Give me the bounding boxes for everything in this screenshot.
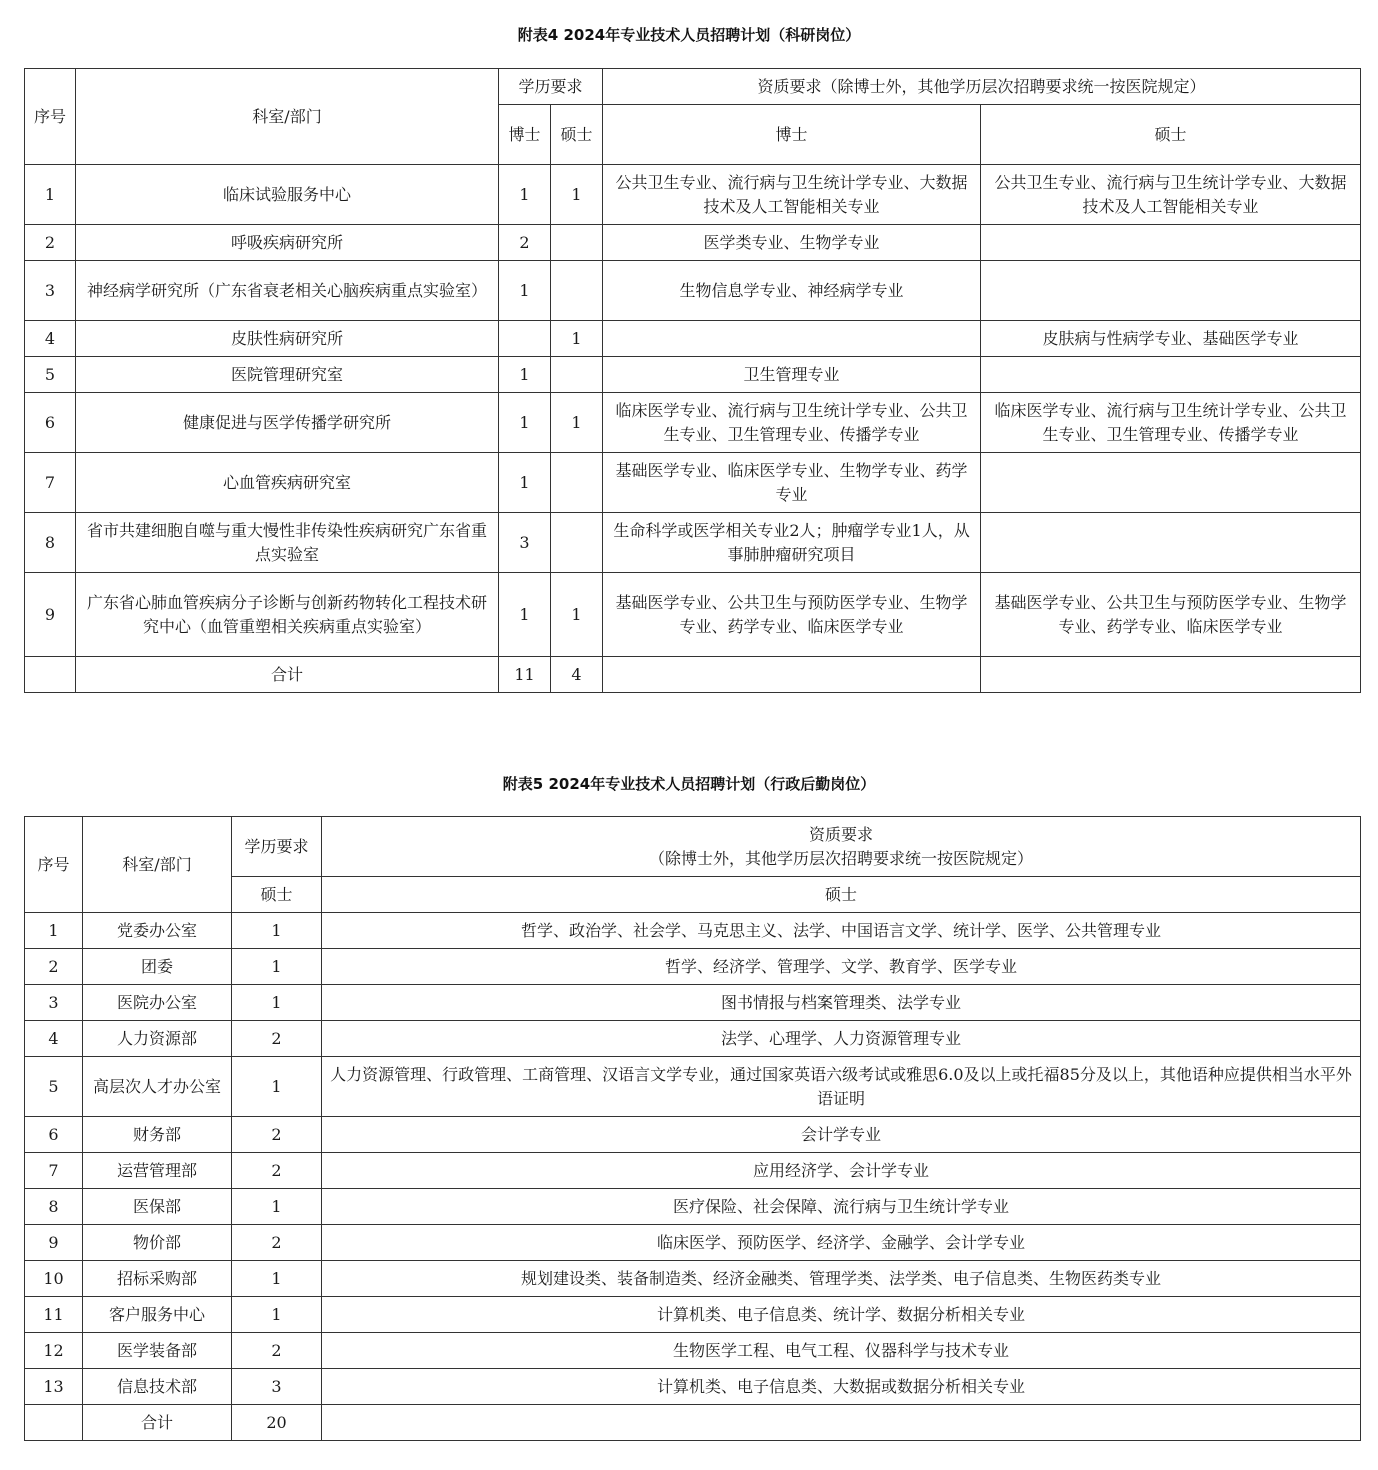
row-master-count: 1 [232,1297,322,1333]
table-row [25,1117,1361,1153]
row-req-master: 医疗保险、社会保障、流行病与卫生统计学专业 [322,1189,1361,1225]
research-positions-table [24,68,1361,693]
row-seq: 9 [25,1225,83,1261]
total-req [322,1405,1361,1441]
header-qual-line2: （除博士外，其他学历层次招聘要求统一按医院规定） [648,848,1033,868]
row-seq: 8 [25,1189,83,1225]
row-master-count [551,225,603,261]
table-row [25,1369,1361,1405]
table-row [25,913,1361,949]
row-master-count: 1 [551,321,603,357]
header-qual-phd: 博士 [603,105,981,165]
row-req-master: 哲学、经济学、管理学、文学、教育学、医学专业 [322,949,1361,985]
row-dept: 广东省心肺血管疾病分子诊断与创新药物转化工程技术研究中心（血管重塑相关疾病重点实验室） [76,573,499,657]
row-req-master: 计算机类、电子信息类、统计学、数据分析相关专业 [322,1297,1361,1333]
row-dept: 人力资源部 [83,1021,232,1057]
row-master-count: 2 [232,1225,322,1261]
row-req-master: 应用经济学、会计学专业 [322,1153,1361,1189]
table-row [25,453,1361,513]
table-row [25,1021,1361,1057]
row-master-count: 1 [551,165,603,225]
row-master-count [551,513,603,573]
header-qual-line1: 资质要求 [808,824,873,844]
row-master-count: 1 [232,1189,322,1225]
row-seq: 3 [25,985,83,1021]
row-req-phd: 医学类专业、生物学专业 [603,225,981,261]
table-header-row [25,817,1361,877]
table-row [25,1153,1361,1189]
table-row [25,1261,1361,1297]
table-row [25,1225,1361,1261]
row-seq: 2 [25,225,76,261]
row-req-master: 规划建设类、装备制造类、经济金融类、管理学类、法学类、电子信息类、生物医药类专业 [322,1261,1361,1297]
row-seq: 5 [25,1057,83,1117]
row-seq: 2 [25,949,83,985]
row-seq: 12 [25,1333,83,1369]
header-phd: 博士 [499,105,551,165]
row-seq: 7 [25,1153,83,1189]
row-master-count: 1 [232,949,322,985]
row-dept: 物价部 [83,1225,232,1261]
row-dept: 团委 [83,949,232,985]
row-req-phd: 基础医学专业、临床医学专业、生物学专业、药学专业 [603,453,981,513]
row-req-master: 生物医学工程、电气工程、仪器科学与技术专业 [322,1333,1361,1369]
row-seq: 1 [25,913,83,949]
row-dept: 省市共建细胞自噬与重大慢性非传染性疾病研究广东省重点实验室 [76,513,499,573]
header-edu: 学历要求 [499,69,603,105]
admin-positions-table [24,816,1361,1441]
row-dept: 医院管理研究室 [76,357,499,393]
row-dept: 财务部 [83,1117,232,1153]
total-seq [25,1405,83,1441]
row-master-count: 1 [232,913,322,949]
row-seq: 6 [25,393,76,453]
table-row [25,1297,1361,1333]
row-master-count: 2 [232,1117,322,1153]
table-total-row [25,657,1361,693]
total-phd: 11 [499,657,551,693]
row-req-master: 皮肤病与性病学专业、基础医学专业 [981,321,1361,357]
table-row [25,165,1361,225]
row-dept: 高层次人才办公室 [83,1057,232,1117]
row-req-master [981,261,1361,321]
table-row [25,357,1361,393]
row-dept: 心血管疾病研究室 [76,453,499,513]
row-master-count: 1 [232,1261,322,1297]
row-req-phd: 生物信息学专业、神经病学专业 [603,261,981,321]
table-row [25,225,1361,261]
row-phd-count [499,321,551,357]
table-row [25,1057,1361,1117]
row-master-count: 1 [232,1057,322,1117]
row-master-count: 2 [232,1153,322,1189]
row-dept: 客户服务中心 [83,1297,232,1333]
header-qual [322,817,1361,877]
row-master-count [551,453,603,513]
header-qual-master: 硕士 [981,105,1361,165]
row-phd-count: 1 [499,261,551,321]
row-seq: 13 [25,1369,83,1405]
row-seq: 11 [25,1297,83,1333]
table-row [25,985,1361,1021]
row-seq: 4 [25,321,76,357]
table-row [25,573,1361,657]
row-phd-count: 1 [499,453,551,513]
row-phd-count: 1 [499,165,551,225]
row-req-phd [603,321,981,357]
row-dept: 神经病学研究所（广东省衰老相关心脑疾病重点实验室） [76,261,499,321]
row-phd-count: 3 [499,513,551,573]
row-req-master: 人力资源管理、行政管理、工商管理、汉语言文学专业，通过国家英语六级考试或雅思6.0及以上或托福85分及以上，其他语种应提供相当水平外语证明 [322,1057,1361,1117]
table5-title: 附表5 2024年专业技术人员招聘计划（行政后勤岗位） [502,775,876,793]
header-seq: 序号 [25,817,83,913]
row-master-count [551,357,603,393]
row-req-master: 会计学专业 [322,1117,1361,1153]
row-req-master: 计算机类、电子信息类、大数据或数据分析相关专业 [322,1369,1361,1405]
row-master-count: 1 [232,985,322,1021]
table-row [25,261,1361,321]
row-seq: 6 [25,1117,83,1153]
row-phd-count: 2 [499,225,551,261]
row-req-master: 哲学、政治学、社会学、马克思主义、法学、中国语言文学、统计学、医学、公共管理专业 [322,913,1361,949]
row-req-phd: 基础医学专业、公共卫生与预防医学专业、生物学专业、药学专业、临床医学专业 [603,573,981,657]
total-qual-phd [603,657,981,693]
row-req-master: 临床医学专业、流行病与卫生统计学专业、公共卫生专业、卫生管理专业、传播学专业 [981,393,1361,453]
row-master-count [551,261,603,321]
header-qual-master: 硕士 [322,877,1361,913]
header-qual: 资质要求（除博士外，其他学历层次招聘要求统一按医院规定） [603,69,1361,105]
row-req-master [981,357,1361,393]
table-row [25,321,1361,357]
row-dept: 皮肤性病研究所 [76,321,499,357]
header-master: 硕士 [551,105,603,165]
table-header-row [25,69,1361,105]
total-label: 合计 [76,657,499,693]
row-dept: 医院办公室 [83,985,232,1021]
table-row [25,1189,1361,1225]
row-dept: 呼吸疾病研究所 [76,225,499,261]
row-phd-count: 1 [499,357,551,393]
header-edu: 学历要求 [232,817,322,877]
header-dept: 科室/部门 [83,817,232,913]
header-dept: 科室/部门 [76,69,499,165]
row-req-master [981,225,1361,261]
row-req-master: 法学、心理学、人力资源管理专业 [322,1021,1361,1057]
row-phd-count: 1 [499,393,551,453]
row-master-count: 1 [551,573,603,657]
row-master-count: 1 [551,393,603,453]
row-dept: 运营管理部 [83,1153,232,1189]
row-dept: 健康促进与医学传播学研究所 [76,393,499,453]
row-req-phd: 卫生管理专业 [603,357,981,393]
row-req-phd: 临床医学专业、流行病与卫生统计学专业、公共卫生专业、卫生管理专业、传播学专业 [603,393,981,453]
row-dept: 医保部 [83,1189,232,1225]
row-req-master: 临床医学、预防医学、经济学、金融学、会计学专业 [322,1225,1361,1261]
table-row [25,1333,1361,1369]
row-seq: 10 [25,1261,83,1297]
header-master: 硕士 [232,877,322,913]
row-master-count: 3 [232,1369,322,1405]
row-req-master [981,453,1361,513]
row-master-count: 2 [232,1021,322,1057]
row-req-master: 图书情报与档案管理类、法学专业 [322,985,1361,1021]
row-seq: 3 [25,261,76,321]
table-total-row [25,1405,1361,1441]
row-master-count: 2 [232,1333,322,1369]
row-seq: 8 [25,513,76,573]
total-qual-master [981,657,1361,693]
row-req-master: 基础医学专业、公共卫生与预防医学专业、生物学专业、药学专业、临床医学专业 [981,573,1361,657]
row-dept: 信息技术部 [83,1369,232,1405]
header-seq: 序号 [25,69,76,165]
row-seq: 1 [25,165,76,225]
table4-title: 附表4 2024年专业技术人员招聘计划（科研岗位） [517,26,861,44]
row-phd-count: 1 [499,573,551,657]
total-seq [25,657,76,693]
row-seq: 5 [25,357,76,393]
table-row [25,949,1361,985]
row-dept: 临床试验服务中心 [76,165,499,225]
row-req-master: 公共卫生专业、流行病与卫生统计学专业、大数据技术及人工智能相关专业 [981,165,1361,225]
total-count: 20 [232,1405,322,1441]
table-row [25,513,1361,573]
row-dept: 招标采购部 [83,1261,232,1297]
row-seq: 9 [25,573,76,657]
total-label: 合计 [83,1405,232,1441]
row-req-master [981,513,1361,573]
row-req-phd: 生命科学或医学相关专业2人；肿瘤学专业1人，从事肺肿瘤研究项目 [603,513,981,573]
total-master: 4 [551,657,603,693]
row-dept: 党委办公室 [83,913,232,949]
row-dept: 医学装备部 [83,1333,232,1369]
row-seq: 4 [25,1021,83,1057]
table-row [25,393,1361,453]
row-seq: 7 [25,453,76,513]
row-req-phd: 公共卫生专业、流行病与卫生统计学专业、大数据技术及人工智能相关专业 [603,165,981,225]
